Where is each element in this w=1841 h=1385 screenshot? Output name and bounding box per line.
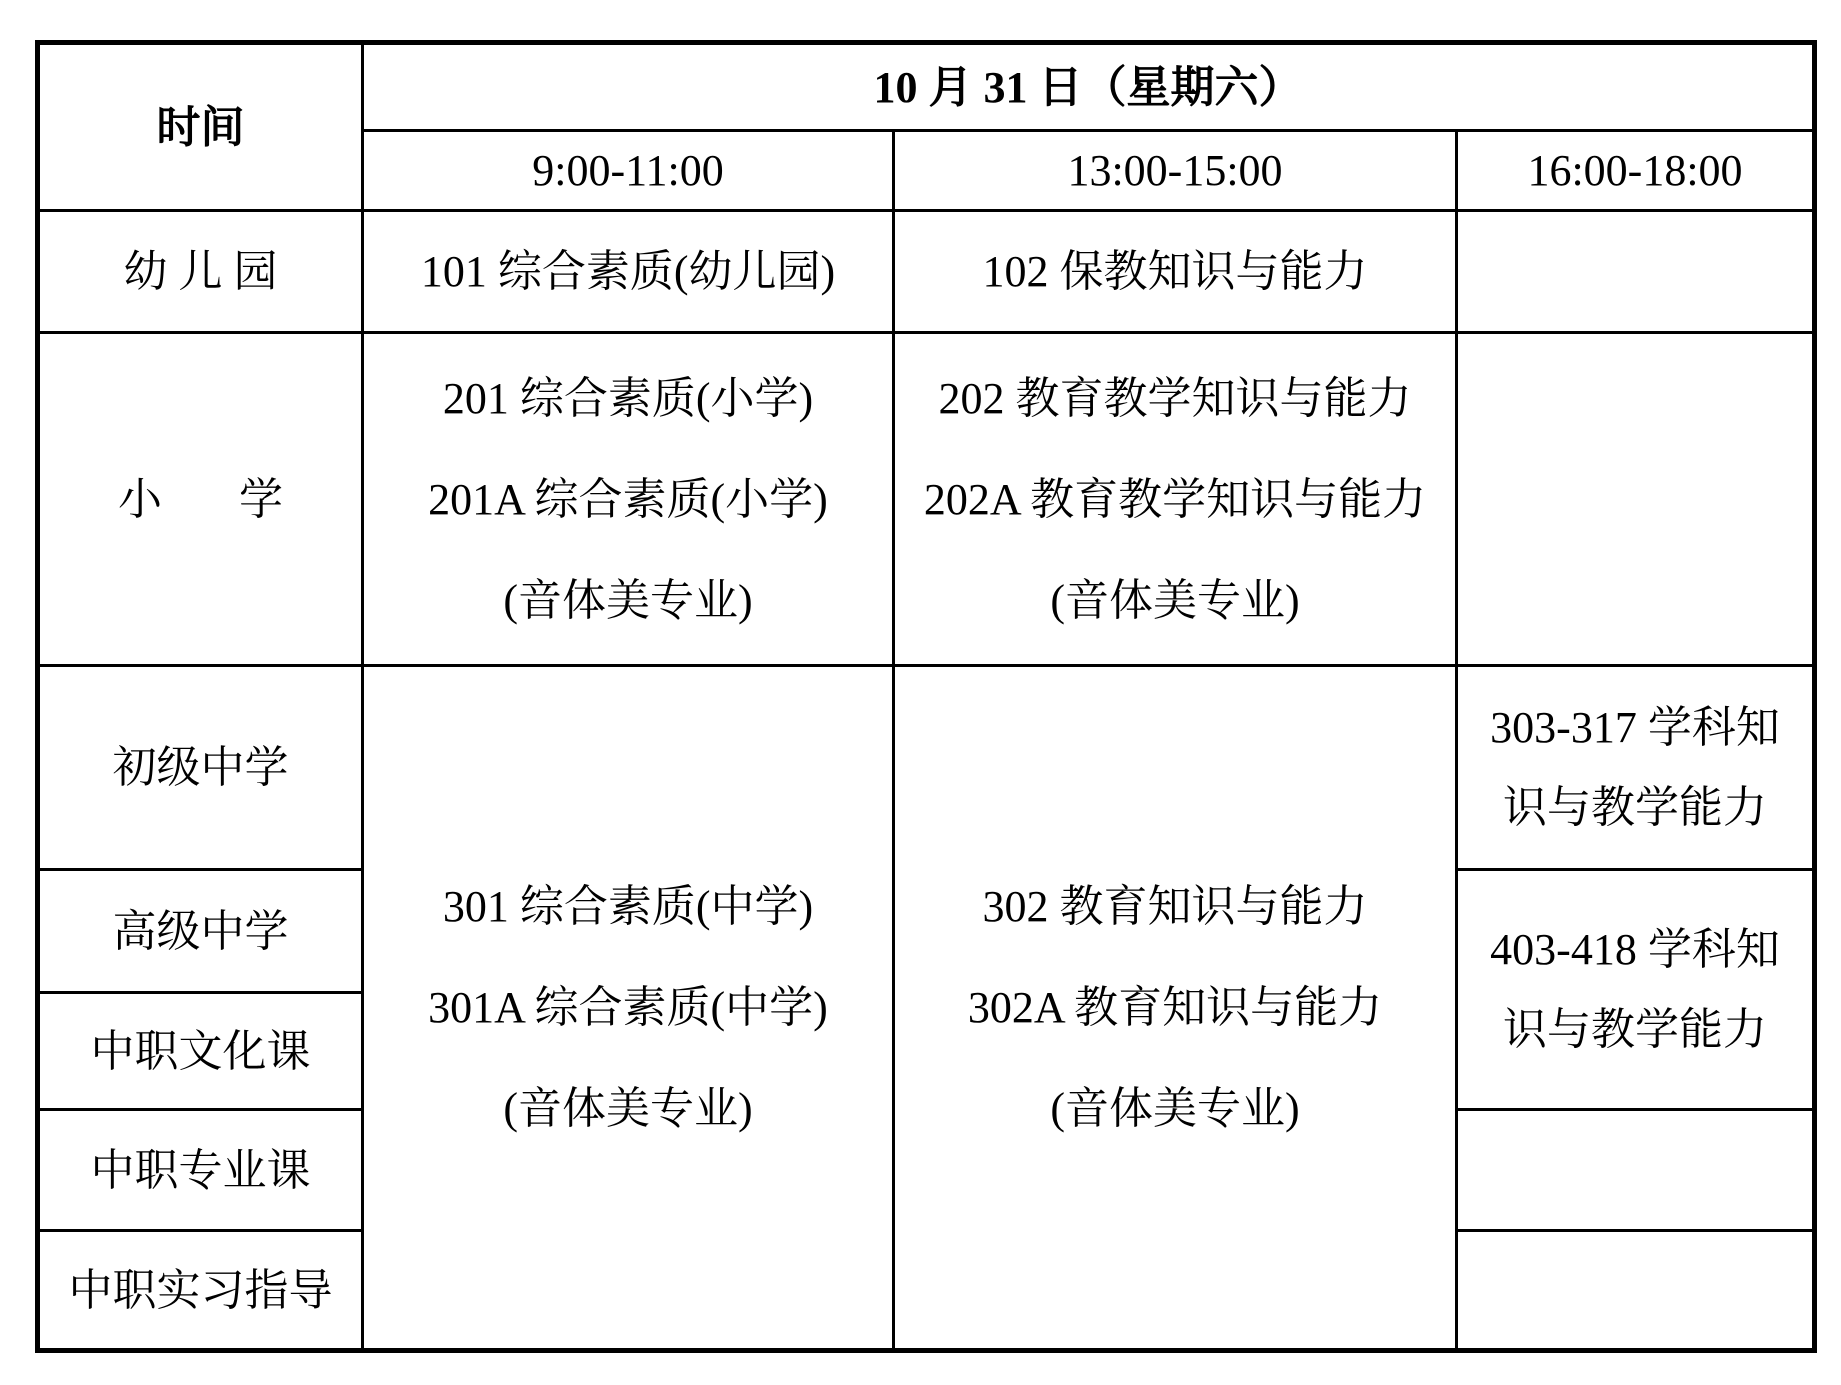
cell-line: 202 教育教学知识与能力 xyxy=(938,373,1412,423)
time-slot-afternoon: 13:00-15:00 xyxy=(894,131,1457,211)
cell-line: 识与教学能力 xyxy=(1503,1004,1767,1054)
cell-secondary-morning-merged xyxy=(363,666,894,1351)
cell-vocational-internship-evening-empty xyxy=(1457,1231,1815,1351)
exam-schedule-table xyxy=(35,40,1817,1353)
time-slot-morning: 9:00-11:00 xyxy=(363,131,894,211)
cell-line: 302 教育知识与能力 xyxy=(982,882,1368,931)
cell-line: (音体美专业) xyxy=(503,575,753,625)
cell-line: 301A 综合素质(中学) xyxy=(428,983,828,1032)
row-primary xyxy=(38,333,1815,666)
cell-line: 301 综合素质(中学) xyxy=(442,882,814,931)
cell-primary-evening-empty xyxy=(1457,333,1815,666)
cell-line: (音体美专业) xyxy=(503,1084,753,1133)
cell-kindergarten-morning: 101 综合素质(幼儿园) xyxy=(363,211,894,333)
cell-line: 403-418 学科知 xyxy=(1490,924,1780,974)
cell-line: 201 综合素质(小学) xyxy=(442,373,814,423)
cell-primary-morning xyxy=(363,333,894,666)
header-row-date xyxy=(38,43,1815,131)
cell-line: (音体美专业) xyxy=(1050,575,1300,625)
date-header-cell: 10 月 31 日（星期六） xyxy=(363,43,1815,131)
cell-senior-voccult-evening-merged xyxy=(1457,870,1815,1110)
cell-line: (音体美专业) xyxy=(1050,1084,1300,1133)
row-kindergarten xyxy=(38,211,1815,333)
cell-line: 302A 教育知识与能力 xyxy=(967,983,1383,1032)
row-junior-middle xyxy=(38,666,1815,870)
cell-line: 识与教学能力 xyxy=(1503,782,1767,832)
cell-line: 202A 教育教学知识与能力 xyxy=(923,474,1427,524)
row-category-primary: 小 学 xyxy=(38,333,363,666)
row-category-kindergarten: 幼 儿 园 xyxy=(38,211,363,333)
cell-vocational-major-evening-empty xyxy=(1457,1110,1815,1231)
row-category-senior-middle: 高级中学 xyxy=(38,870,363,993)
cell-line: 303-317 学科知 xyxy=(1490,702,1780,752)
cell-primary-afternoon xyxy=(894,333,1457,666)
cell-line: 201A 综合素质(小学) xyxy=(428,474,828,524)
time-slot-evening: 16:00-18:00 xyxy=(1457,131,1815,211)
cell-kindergarten-afternoon: 102 保教知识与能力 xyxy=(894,211,1457,333)
row-category-vocational-major: 中职专业课 xyxy=(38,1110,363,1231)
row-category-junior-middle: 初级中学 xyxy=(38,666,363,870)
cell-kindergarten-evening-empty xyxy=(1457,211,1815,333)
corner-time-label: 时间 xyxy=(38,43,363,211)
cell-junior-evening xyxy=(1457,666,1815,870)
row-category-vocational-internship: 中职实习指导 xyxy=(38,1231,363,1351)
cell-secondary-afternoon-merged xyxy=(894,666,1457,1351)
row-category-vocational-culture: 中职文化课 xyxy=(38,993,363,1110)
